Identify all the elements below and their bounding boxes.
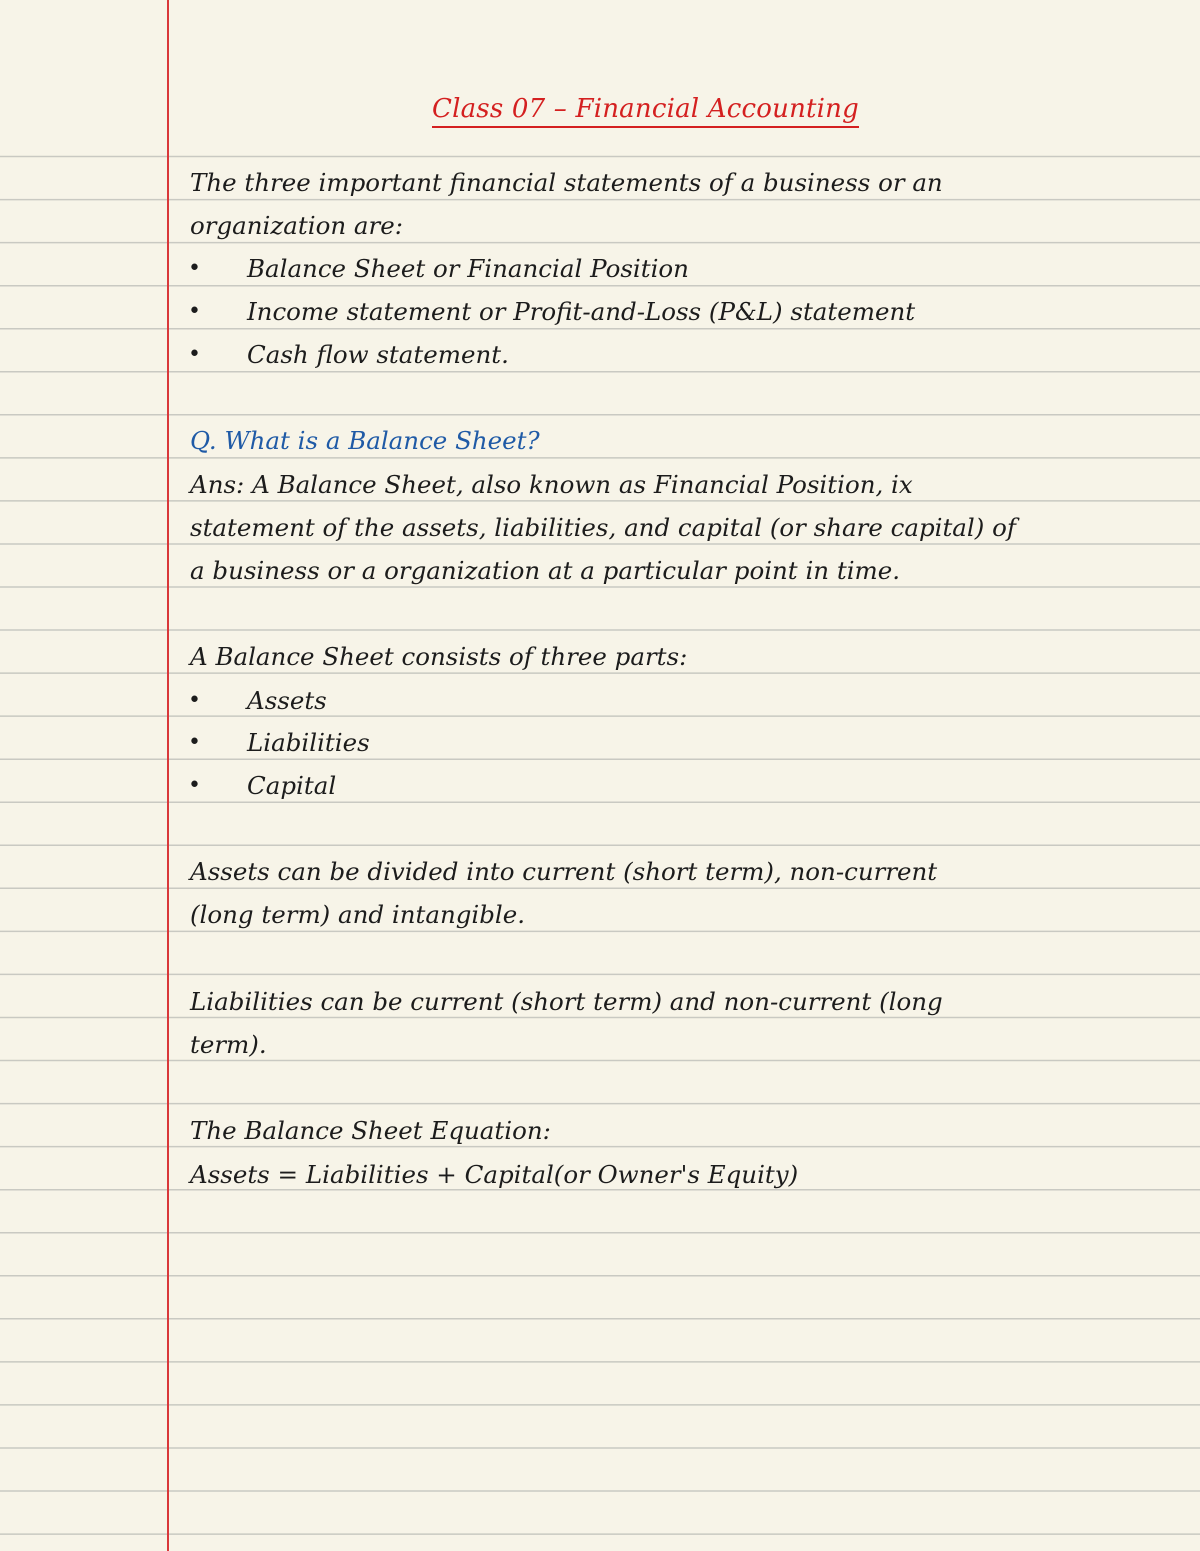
answer-line-1: Ans: A Balance Sheet, also known as Financial Position, ix: [190, 470, 913, 499]
bullet-dot: •: [188, 256, 201, 281]
bullet-dot: •: [188, 730, 201, 755]
intro-line-1: The three important financial statements of a business or an: [190, 168, 943, 197]
part-item-2: Liabilities: [247, 728, 370, 757]
statement-item-3: Cash flow statement.: [247, 340, 509, 369]
equation-formula: Assets = Liabilities + Capital(or Owner's Equity): [190, 1160, 799, 1189]
liabilities-note-line-1: Liabilities can be current (short term) and non-current (long: [190, 987, 943, 1016]
intro-line-2: organization are:: [190, 211, 403, 240]
liabilities-note-line-2: term).: [190, 1030, 267, 1059]
bullet-dot: •: [188, 299, 201, 324]
question-heading: Q. What is a Balance Sheet?: [190, 426, 540, 455]
part-item-3: Capital: [247, 771, 337, 800]
bullet-dot: •: [188, 688, 201, 713]
statement-item-2: Income statement or Profit-and-Loss (P&L) statement: [247, 297, 916, 326]
equation-heading: The Balance Sheet Equation:: [190, 1116, 551, 1145]
assets-note-line-2: (long term) and intangible.: [190, 900, 526, 929]
margin-line: [167, 0, 169, 1551]
answer-line-2: statement of the assets, liabilities, and capital (or share capital) of: [190, 513, 1016, 542]
parts-heading: A Balance Sheet consists of three parts:: [190, 642, 688, 671]
part-item-1: Assets: [247, 686, 327, 715]
answer-line-3: a business or a organization at a particular point in time.: [190, 556, 901, 585]
assets-note-line-1: Assets can be divided into current (short term), non-current: [190, 857, 938, 886]
page-title: Class 07 – Financial Accounting: [432, 92, 859, 128]
bullet-dot: •: [188, 773, 201, 798]
statement-item-1: Balance Sheet or Financial Position: [247, 254, 689, 283]
bullet-dot: •: [188, 342, 201, 367]
